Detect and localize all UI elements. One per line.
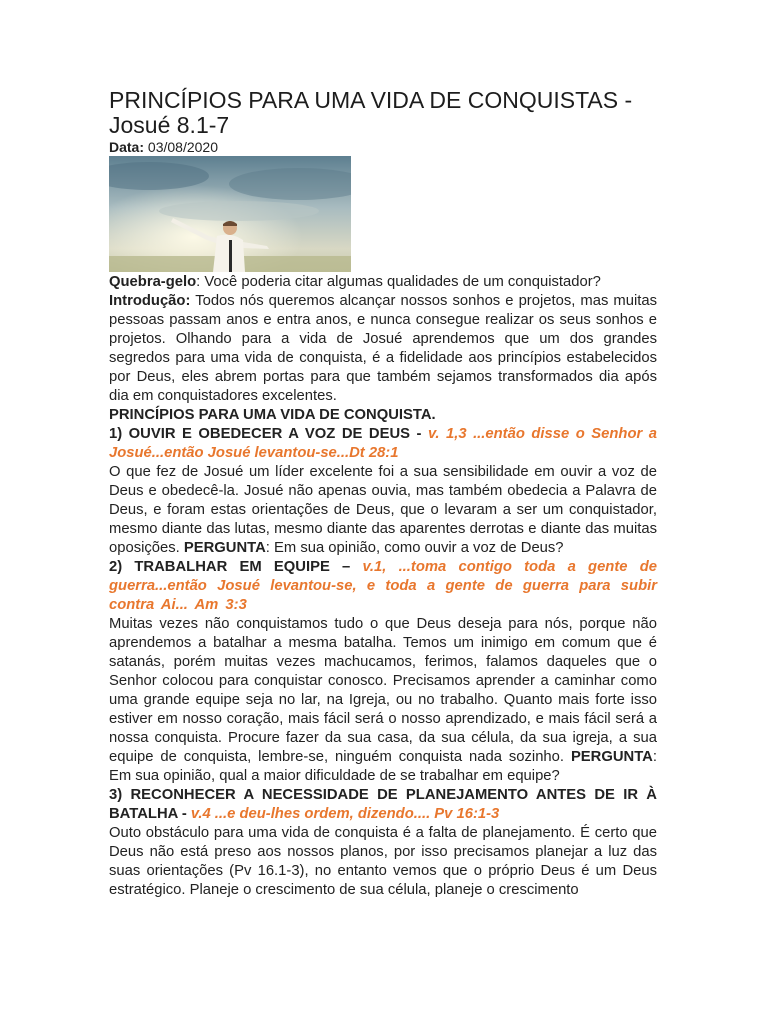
icebreaker-paragraph xyxy=(109,273,657,292)
document-content xyxy=(109,88,657,900)
point-2-body xyxy=(109,615,657,786)
point-1-reference: v. 1,3 ...então disse o Senhor a Josué...então Josué levantou-se...Dt 28:1 xyxy=(109,426,657,461)
point-3-title: 3) RECONHECER A NECESSIDADE DE PLANEJAMENTO ANTES DE IR À BATALHA - xyxy=(109,787,657,822)
point-3-text: Outo obstáculo para uma vida de conquista é a falta de planejamento. É certo que Deus não está preso aos nossos planos, por isso precisamos planejar a luz das suas orientações (Pv 16.1-3), no entanto vemos que o próprio Deus é um Deus estratégico. Planeje o crescimento de sua célula, planeje o crescimento xyxy=(109,825,657,898)
point-3-reference: v.4 ...e deu-lhes ordem, dizendo.... Pv 16:1-3 xyxy=(190,806,500,822)
date-label: Data: xyxy=(109,139,145,155)
point-3-heading xyxy=(109,786,657,824)
point-1-heading xyxy=(109,425,657,463)
point-2-question-label: PERGUNTA xyxy=(570,749,653,765)
intro-text: Todos nós queremos alcançar nossos sonhos e projetos, mas muitas pessoas passam anos e entra anos, e nunca consegue realizar os seus sonhos e projetos. Olhando para a vida de Josué aprendemos que um dos grandes segredos para uma vida de conquista, é a fidelidade aos princípios estabelecidos por Deus, eles abrem portas para que também sejamos transformados dia após dia em conquistadores excelentes. xyxy=(109,293,657,404)
point-1-question: : Em sua opinião, como ouvir a voz de Deus? xyxy=(265,540,564,556)
point-1-title: 1) OUVIR E OBEDECER A VOZ DE DEUS - xyxy=(109,426,428,442)
point-1-body xyxy=(109,463,657,558)
point-2-question: : Em sua opinião, qual a maior dificuldade de se trabalhar em equipe? xyxy=(109,749,657,784)
page-title: PRINCÍPIOS PARA UMA VIDA DE CONQUISTAS - Josué 8.1-7 xyxy=(109,87,633,138)
point-2-title: 2) TRABALHAR EM EQUIPE – xyxy=(109,559,363,575)
intro-label: Introdução: xyxy=(109,293,191,309)
point-2-reference: v.1, ...toma contigo toda a gente de guerra...então Josué levantou-se, e toda a gente de guerra para subir contra Ai... Am 3:3 xyxy=(109,559,657,613)
point-1-question-label: PERGUNTA xyxy=(183,540,266,556)
man-arms-raised-photo xyxy=(109,156,351,272)
point-3-body xyxy=(109,824,657,900)
date-line xyxy=(109,139,657,156)
point-2-text: Muitas vezes não conquistamos tudo o que Deus deseja para nós, porque não aprendemos a batalhar a mesma batalha. Temos um inimigo em comum que é satanás, porém muitas vezes machucamos, ferimos, falamos daqueles que o Senhor colocou para conquistar conosco. Precisamos aprender a caminhar como uma grande equipe seja no lar, na Igreja, ou no trabalho. Quanto mais forte isso estiver em nosso coração, mais fácil será o nosso aprendizado, e mais fácil será a nossa conquista. Procure fazer da sua casa, da sua célula, da sua igreja, a sua equipe de conquista, lembre-se, ninguém conquista nada sozinho. xyxy=(109,616,657,765)
intro-paragraph xyxy=(109,292,657,406)
date-value: 03/08/2020 xyxy=(147,139,218,155)
icebreaker-label: Quebra-gelo xyxy=(109,274,197,290)
section-title: PRINCÍPIOS PARA UMA VIDA DE CONQUISTA. xyxy=(109,407,436,423)
icebreaker-text: : Você poderia citar algumas qualidades de um conquistador? xyxy=(196,274,601,290)
point-2-heading xyxy=(109,558,657,615)
point-1-text: O que fez de Josué um líder excelente foi a sua sensibilidade em ouvir a voz de Deus e obedecê-la. Josué não apenas ouvia, mas também obedecia a Palavra de Deus, e foram estas orientações de Deus, que o levaram a ser um conquistador, mesmo diante das lutas, mesmo diante das aparentes derrotas e diante das muitas oposições. xyxy=(109,464,657,556)
